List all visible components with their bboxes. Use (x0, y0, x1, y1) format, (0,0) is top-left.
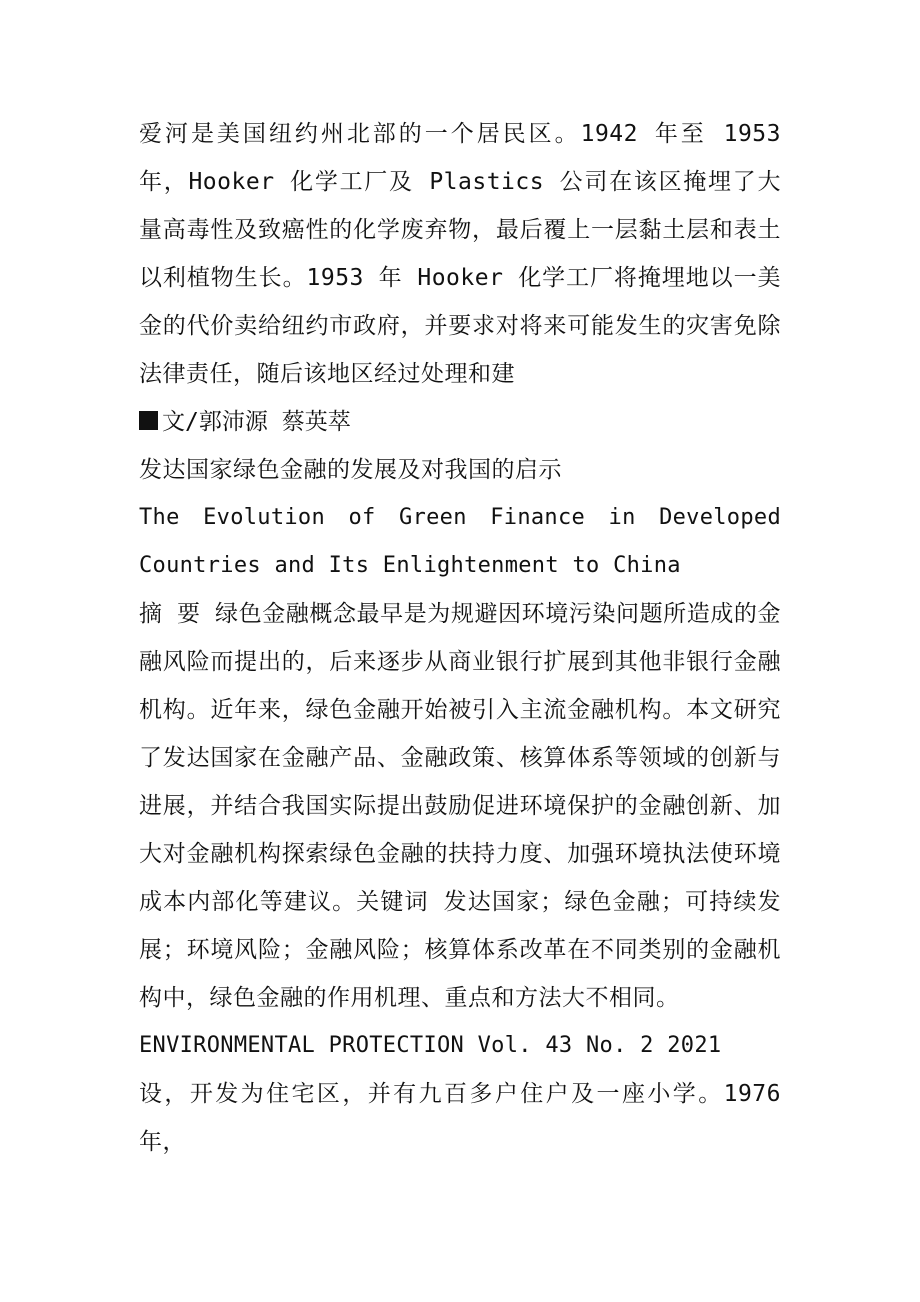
journal-line: ENVIRONMENTAL PROTECTION Vol. 43 No. 2 2021 (139, 1033, 722, 1058)
abstract-paragraph: 摘 要 绿色金融概念最早是为规避因环境污染问题所造成的金融风险而提出的，后来逐步从商业银行扩展到其他非银行金融机构。近年来，绿色金融开始被引入主流金融机构。本文研究了发达国家在金融产品、金融政策、核算体系等领域的创新与进展，并结合我国实际提出鼓励促进环境保护的金融创新、加大对金融机构探索绿色金融的扶持力度、加强环境执法使环境成本内部化等建议。关键词 发达国家；绿色金融；可持续发展；环境风险；金融风险；核算体系改革在不同类别的金融机构中，绿色金融的作用机理、重点和方法大不相同。 (139, 601, 781, 1011)
article-title-en: The Evolution of Green Finance in Developed Countries and Its Enlightenment to China (139, 505, 781, 578)
author-line (139, 398, 781, 446)
square-bullet-icon (139, 411, 158, 430)
intro-paragraph: 爱河是美国纽约州北部的一个居民区。1942 年至 1953 年，Hooker 化学工厂及 Plastics 公司在该区掩埋了大量高毒性及致癌性的化学废弃物，最后覆上一层黏土层和表土以利植物生长。1953 年 Hooker 化学工厂将掩埋地以一美金的代价卖给纽约市政府，并要求对将来可能发生的灾害免除法律责任，随后该地区经过处理和建 (139, 121, 781, 387)
author-names: 文/郭沛源 蔡英萃 (162, 409, 351, 435)
article-title-cn: 发达国家绿色金融的发展及对我国的启示 (139, 457, 562, 483)
continuation-paragraph: 设，开发为住宅区，并有九百多户住户及一座小学。1976 年， (139, 1081, 781, 1155)
document-page (139, 110, 781, 1166)
